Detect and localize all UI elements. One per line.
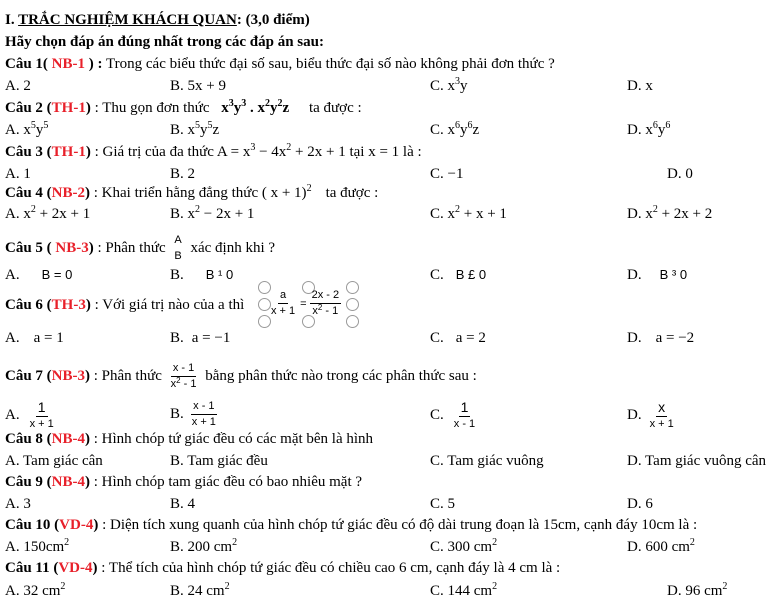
level-tag: NB-1	[47, 56, 89, 72]
level-tag: VD-4	[58, 560, 93, 576]
option-b: B. Tam giác đều	[170, 453, 268, 469]
question-text: : Hình chóp tứ giác đều có các mặt bên là hình	[90, 431, 374, 447]
level-tag: NB-4	[51, 474, 86, 490]
question-10: Câu 10 (VD-4) : Diện tích xung quanh của hình chóp tứ giác đều có độ dài trung đoạn là 15cm, cạnh đáy 10cm là :	[5, 517, 698, 533]
option-c: C. $x^3y$	[430, 76, 468, 94]
question-text: : Thể tích của hình chóp tứ giác đều có chiều cao 6 cm, cạnh đáy là 4 cm là :	[97, 560, 561, 576]
option-d: D. Tam giác vuông cân	[627, 453, 767, 469]
option-b: B. 24 $cm^2$	[170, 581, 230, 599]
option-c: C. B £ 0	[430, 267, 487, 283]
question-5: Câu 5 ( NB-3) : Phân thức $\frac{A}{B}$ xác định khi ?	[5, 234, 276, 262]
question-6: Câu 6 (TH-3) : Với giá trị nào của a thì	[5, 297, 245, 313]
question-label: Câu 1(	[5, 56, 48, 72]
question-text: : Hình chóp tam giác đều có bao nhiêu mặt ?	[90, 474, 363, 490]
option-c: C. $x^6y^6z$	[430, 120, 480, 138]
option-a: A. $x^5y^5$	[5, 120, 49, 138]
option-a: A. 1	[5, 166, 31, 182]
level-tag: NB-3	[51, 367, 86, 384]
question-text: : Thu gọn đơn thức	[90, 100, 214, 116]
fraction-a-over-b: $\frac{A}{B}$	[174, 234, 182, 262]
question-8: Câu 8 (NB-4) : Hình chóp tứ giác đều có các mặt bên là hình	[5, 431, 374, 447]
option-d: D. 96 $cm^2$	[667, 581, 728, 599]
option-d: D. $x^6y^6$	[627, 120, 671, 138]
question-text: : Giá trị của đa thức A = x	[90, 144, 251, 160]
option-d: D. a = −2	[627, 330, 695, 346]
option-a: A. Tam giác cân	[5, 453, 103, 469]
question-label-end: ) :	[88, 56, 103, 72]
option-b: B. $\frac{x - 1}{x + 1}$	[170, 400, 216, 428]
option-b: B. 5x + 9	[170, 78, 226, 94]
option-c: C. −1	[430, 166, 464, 182]
instruction: Hãy chọn đáp án đúng nhất trong các đáp án sau:	[5, 34, 324, 50]
level-tag: VD-4	[59, 517, 94, 533]
level-tag: NB-4	[51, 431, 86, 447]
option-d: D. B ³ 0	[627, 267, 688, 283]
option-c: C. 5	[430, 496, 456, 512]
selected-equation-object[interactable]	[258, 281, 358, 327]
option-c: C. a = 2	[430, 330, 486, 346]
question-1	[5, 55, 555, 73]
level-tag: NB-2	[51, 185, 86, 201]
option-d: D. 0	[667, 166, 693, 182]
option-b: B. a = −1	[170, 330, 231, 346]
option-d: D. 600 $cm^2$	[627, 537, 695, 555]
option-b: B. 200 $cm^2$	[170, 537, 238, 555]
level-tag: NB-3	[51, 239, 89, 256]
level-tag: TH-3	[51, 297, 86, 313]
option-c: C. $x^2 + x + 1$	[430, 204, 507, 222]
resize-handle-top-right[interactable]	[346, 281, 359, 294]
question-text: : Phân thức	[93, 239, 170, 256]
question-text: : Diện tích xung quanh của hình chóp tứ giác đều có độ dài trung đoạn là 15cm, cạnh đáy 10cm là :	[98, 517, 698, 533]
option-b: B. 4	[170, 496, 196, 512]
option-d: D. $\frac{x}{x + 1}$	[627, 399, 674, 430]
option-b: B. B ¹ 0	[170, 267, 234, 283]
question-text: Trong các biểu thức đại số sau, biểu thức đại số nào không phải đơn thức ?	[102, 56, 555, 72]
option-a: A. $150cm^2$	[5, 537, 70, 555]
option-b: B. 2	[170, 166, 196, 182]
question-text: : Phân thức	[90, 367, 166, 384]
option-a: A. a = 1	[5, 330, 64, 346]
option-b: B. $x^5y^5z$	[170, 120, 220, 138]
monomial-expression: $x^3y^3$ . $x^2y^2z$	[221, 98, 290, 116]
section-title-underlined: TRẮC NGHIỆM KHÁCH QUAN	[18, 12, 237, 28]
option-c: C. 300 $cm^2$	[430, 537, 498, 555]
option-a: A. 3	[5, 496, 31, 512]
option-d: D. x	[627, 78, 653, 94]
question-3: Câu 3 (TH-1) : Giá trị của đa thức $A = x^3 - 4x^2 + 2x + 1$ tại x = 1 là :	[5, 142, 422, 160]
section-points: : (3,0 điểm)	[236, 12, 310, 28]
level-tag: TH-1	[51, 144, 86, 160]
option-a: A. $\frac{1}{x + 1}$	[5, 399, 54, 430]
option-d: D. 6	[627, 496, 653, 512]
question-2: Câu 2 (TH-1) : Thu gọn đơn thức $x^3y^3$ . $x^2y^2z$ ta được :	[5, 98, 362, 116]
question-4: Câu 4 (NB-2) : Khai triển hằng đẳng thức ( x + 1)$^2$ ta được :	[5, 183, 379, 201]
option-c: C. $\frac{1}{x - 1}$	[430, 399, 476, 430]
question-9: Câu 9 (NB-4) : Hình chóp tam giác đều có bao nhiêu mặt ?	[5, 474, 363, 490]
question-text: : Khai triển hằng đẳng thức ( x + 1)	[90, 185, 307, 201]
question-11: Câu 11 (VD-4) : Thể tích của hình chóp tứ giác đều có chiều cao 6 cm, cạnh đáy là 4 cm là :	[5, 560, 561, 576]
question-7: Câu 7 (NB-3) : Phân thức $\frac{x - 1}{x^2 - 1}$ bằng phân thức nào trong các phân thức sau :	[5, 362, 477, 390]
resize-handle-bottom-right[interactable]	[346, 315, 359, 328]
option-d: D. $x^2 + 2x + 2$	[627, 204, 713, 222]
section-number: I.	[5, 12, 19, 28]
level-tag: TH-1	[51, 100, 86, 116]
equation: $\frac{a}{x + 1}$ = $\frac{2x - 2}{x^2 - 1}$	[271, 289, 340, 317]
fraction: $\frac{x - 1}{x^2 - 1}$	[170, 362, 197, 390]
resize-handle-right[interactable]	[346, 298, 359, 311]
option-b: B. $x^2 - 2x + 1$	[170, 204, 255, 222]
option-a: A. $x^2 + 2x + 1$	[5, 204, 91, 222]
section-title	[5, 11, 310, 29]
option-a: A. 32 $cm^2$	[5, 581, 66, 599]
option-c: C. Tam giác vuông	[430, 453, 544, 469]
question-text: : Với giá trị nào của a thì	[90, 297, 245, 313]
option-a: A. 2	[5, 78, 31, 94]
option-c: C. 144 $cm^2$	[430, 581, 498, 599]
option-a: A. B = 0	[5, 267, 73, 283]
